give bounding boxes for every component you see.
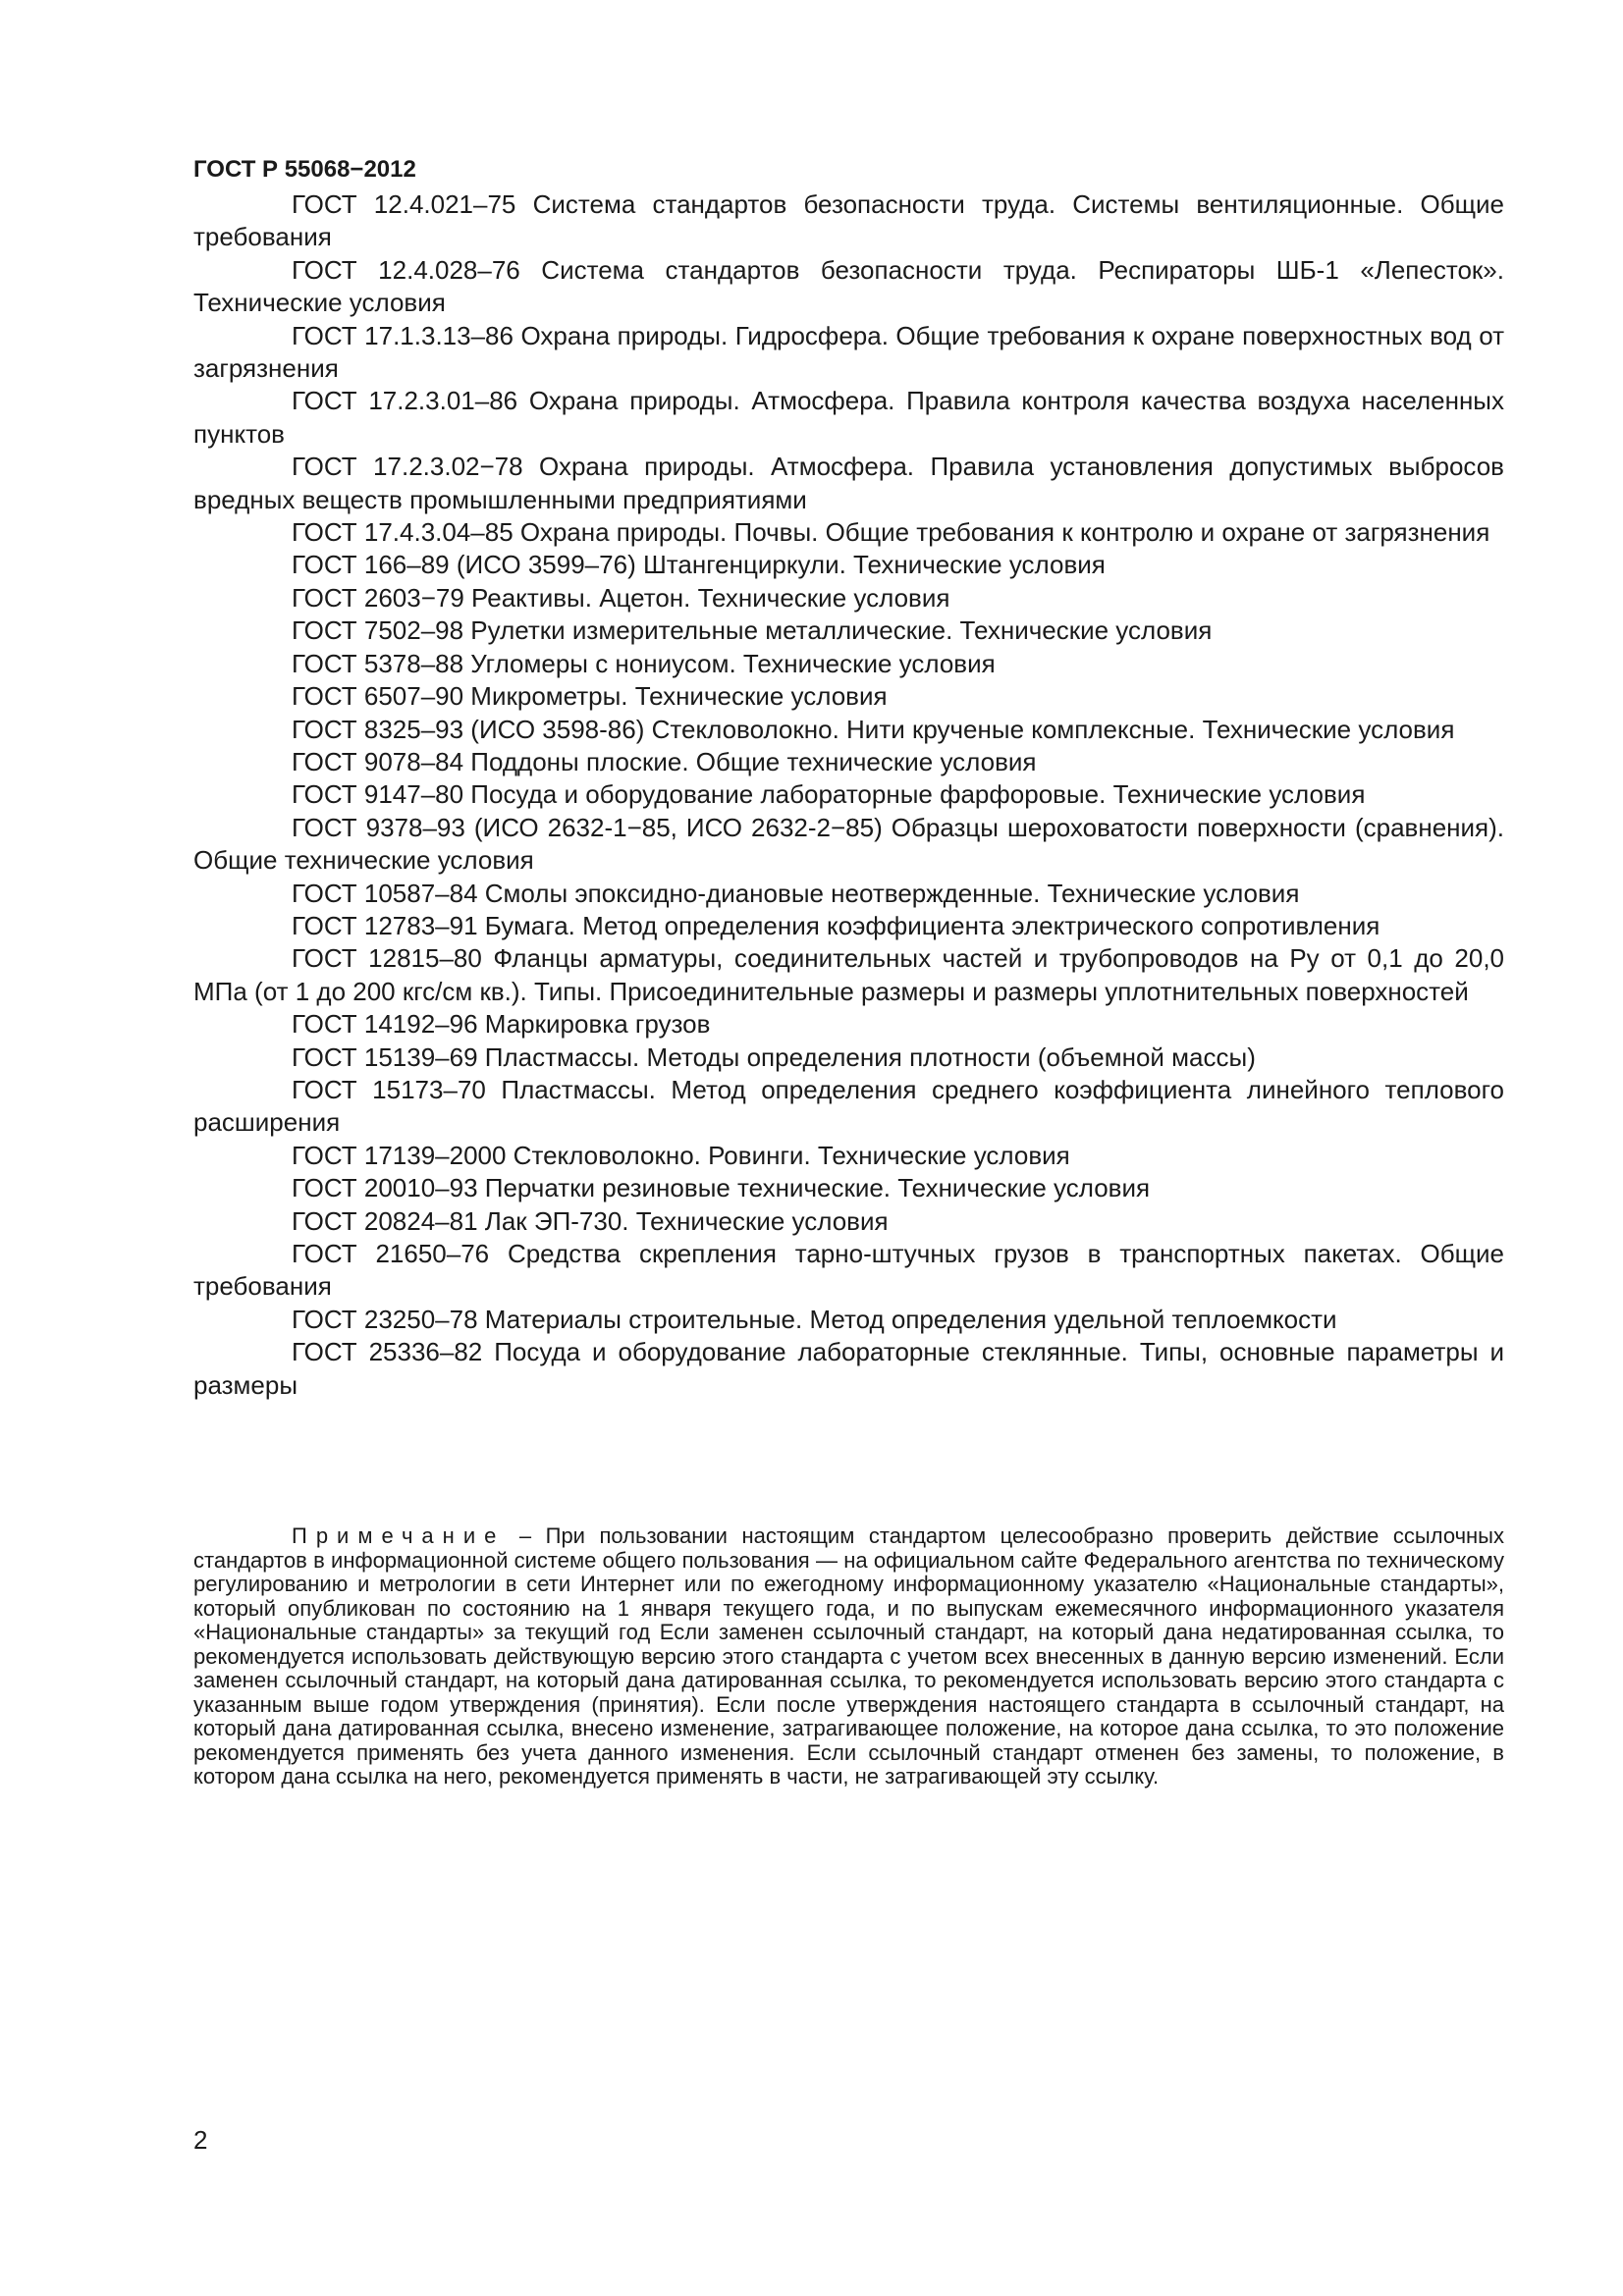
reference-item: ГОСТ 17.2.3.02−78 Охрана природы. Атмосфера. Правила установления допустимых выбросов вредных веществ промышленными предприятиями	[193, 452, 1504, 514]
reference-item: ГОСТ 25336–82 Посуда и оборудование лабораторные стеклянные. Типы, основные параметры и размеры	[193, 1337, 1504, 1400]
note-text: – При пользовании настоящим стандартом целесообразно проверить действие ссылочных стандартов в информационной системе общего пользования — на официальном сайте Федерального агентства по техническому регулированию и метрологии в сети Интернет или по ежегодному информационному указателю «Национальные стандарты», который опубликован по состоянию на 1 января текущего года, и по выпускам ежемесячного информационного указателя «Национальные стандарты» за текущий год Если заменен ссылочный стандарт, на который дана недатированная ссылка, то рекомендуется использовать действующую версию этого стандарта с учетом всех внесенных в данную версию изменений. Если заменен ссылочный стандарт, на который дана датированная ссылка, то рекомендуется использовать версию этого стандарта с указанным выше годом утверждения (принятия). Если после утверждения настоящего стандарта в ссылочный стандарт, на который дана датированная ссылка, внесено изменение, затрагивающее положение, на которое дана ссылка, то это положение рекомендуется применять без учета данного изменения. Если ссылочный стандарт отменен без замены, то положение, в котором дана ссылка на него, рекомендуется применять в части, не затрагивающей эту ссылку.	[193, 1523, 1504, 1789]
reference-item: ГОСТ 12783–91 Бумага. Метод определения коэффициента электрического сопротивления	[292, 910, 1380, 940]
reference-item: ГОСТ 17139–2000 Стекловолокно. Ровинги. Технические условия	[292, 1140, 1070, 1170]
document-header: ГОСТ Р 55068−2012	[193, 156, 416, 183]
normative-references-list	[193, 188, 1504, 1402]
reference-item: ГОСТ 9378–93 (ИСО 2632-1−85, ИСО 2632-2−85) Образцы шероховатости поверхности (сравнения). Общие технические условия	[193, 812, 1504, 876]
reference-item: ГОСТ 17.2.3.01–86 Охрана природы. Атмосфера. Правила контроля качества воздуха населенных пунктов	[193, 386, 1504, 449]
reference-item: ГОСТ 9147–80 Посуда и оборудование лабораторные фарфоровые. Технические условия	[292, 779, 1366, 810]
reference-item: ГОСТ 7502–98 Рулетки измерительные металлические. Технические условия	[292, 615, 1213, 646]
reference-item: ГОСТ 8325–93 (ИСО 3598-86) Стекловолокно. Нити крученые комплексные. Технические условия	[292, 714, 1455, 744]
reference-item: ГОСТ 20010–93 Перчатки резиновые технические. Технические условия	[292, 1173, 1151, 1203]
reference-item: ГОСТ 9078–84 Поддоны плоские. Общие технические условия	[292, 746, 1037, 776]
reference-item: ГОСТ 166–89 (ИСО 3599–76) Штангенциркули. Технические условия	[292, 550, 1106, 580]
note-paragraph	[193, 1524, 1504, 1789]
reference-item: ГОСТ 17.1.3.13–86 Охрана природы. Гидросфера. Общие требования к охране поверхностных вод от загрязнения	[193, 320, 1504, 384]
reference-item: ГОСТ 6507–90 Микрометры. Технические условия	[292, 681, 888, 712]
reference-item: ГОСТ 17.4.3.04–85 Охрана природы. Почвы. Общие требования к контролю и охране от загрязнения	[292, 517, 1490, 548]
reference-item: ГОСТ 15139–69 Пластмассы. Методы определения плотности (объемной массы)	[292, 1041, 1256, 1072]
reference-item: ГОСТ 5378–88 Угломеры с нониусом. Технические условия	[292, 648, 996, 678]
reference-item: ГОСТ 15173–70 Пластмассы. Метод определения среднего коэффициента линейного теплового расширения	[193, 1074, 1504, 1138]
reference-item: ГОСТ 12.4.021–75 Система стандартов безопасности труда. Системы вентиляционные. Общие требования	[193, 189, 1504, 252]
reference-item: ГОСТ 2603−79 Реактивы. Ацетон. Технические условия	[292, 582, 950, 613]
page-number: 2	[193, 2125, 208, 2155]
reference-item: ГОСТ 12815–80 Фланцы арматуры, соединительных частей и трубопроводов на Ру от 0,1 до 20,0 МПа (от 1 до 200 кгс/см кв.). Типы. Присоединительные размеры и размеры уплотнительных поверхностей	[193, 943, 1504, 1006]
reference-item: ГОСТ 10587–84 Смолы эпоксидно-диановые неотвержденные. Технические условия	[292, 878, 1300, 908]
reference-item: ГОСТ 12.4.028–76 Система стандартов безопасности труда. Респираторы ШБ-1 «Лепесток». Технические условия	[193, 254, 1504, 318]
reference-item: ГОСТ 14192–96 Маркировка грузов	[292, 1009, 711, 1040]
reference-item: ГОСТ 21650–76 Средства скрепления тарно-штучных грузов в транспортных пакетах. Общие требования	[193, 1239, 1504, 1302]
reference-item: ГОСТ 23250–78 Материалы строительные. Метод определения удельной теплоемкости	[292, 1304, 1337, 1334]
reference-item: ГОСТ 20824–81 Лак ЭП-730. Технические условия	[292, 1205, 889, 1236]
note-label: Примечание	[292, 1523, 506, 1548]
